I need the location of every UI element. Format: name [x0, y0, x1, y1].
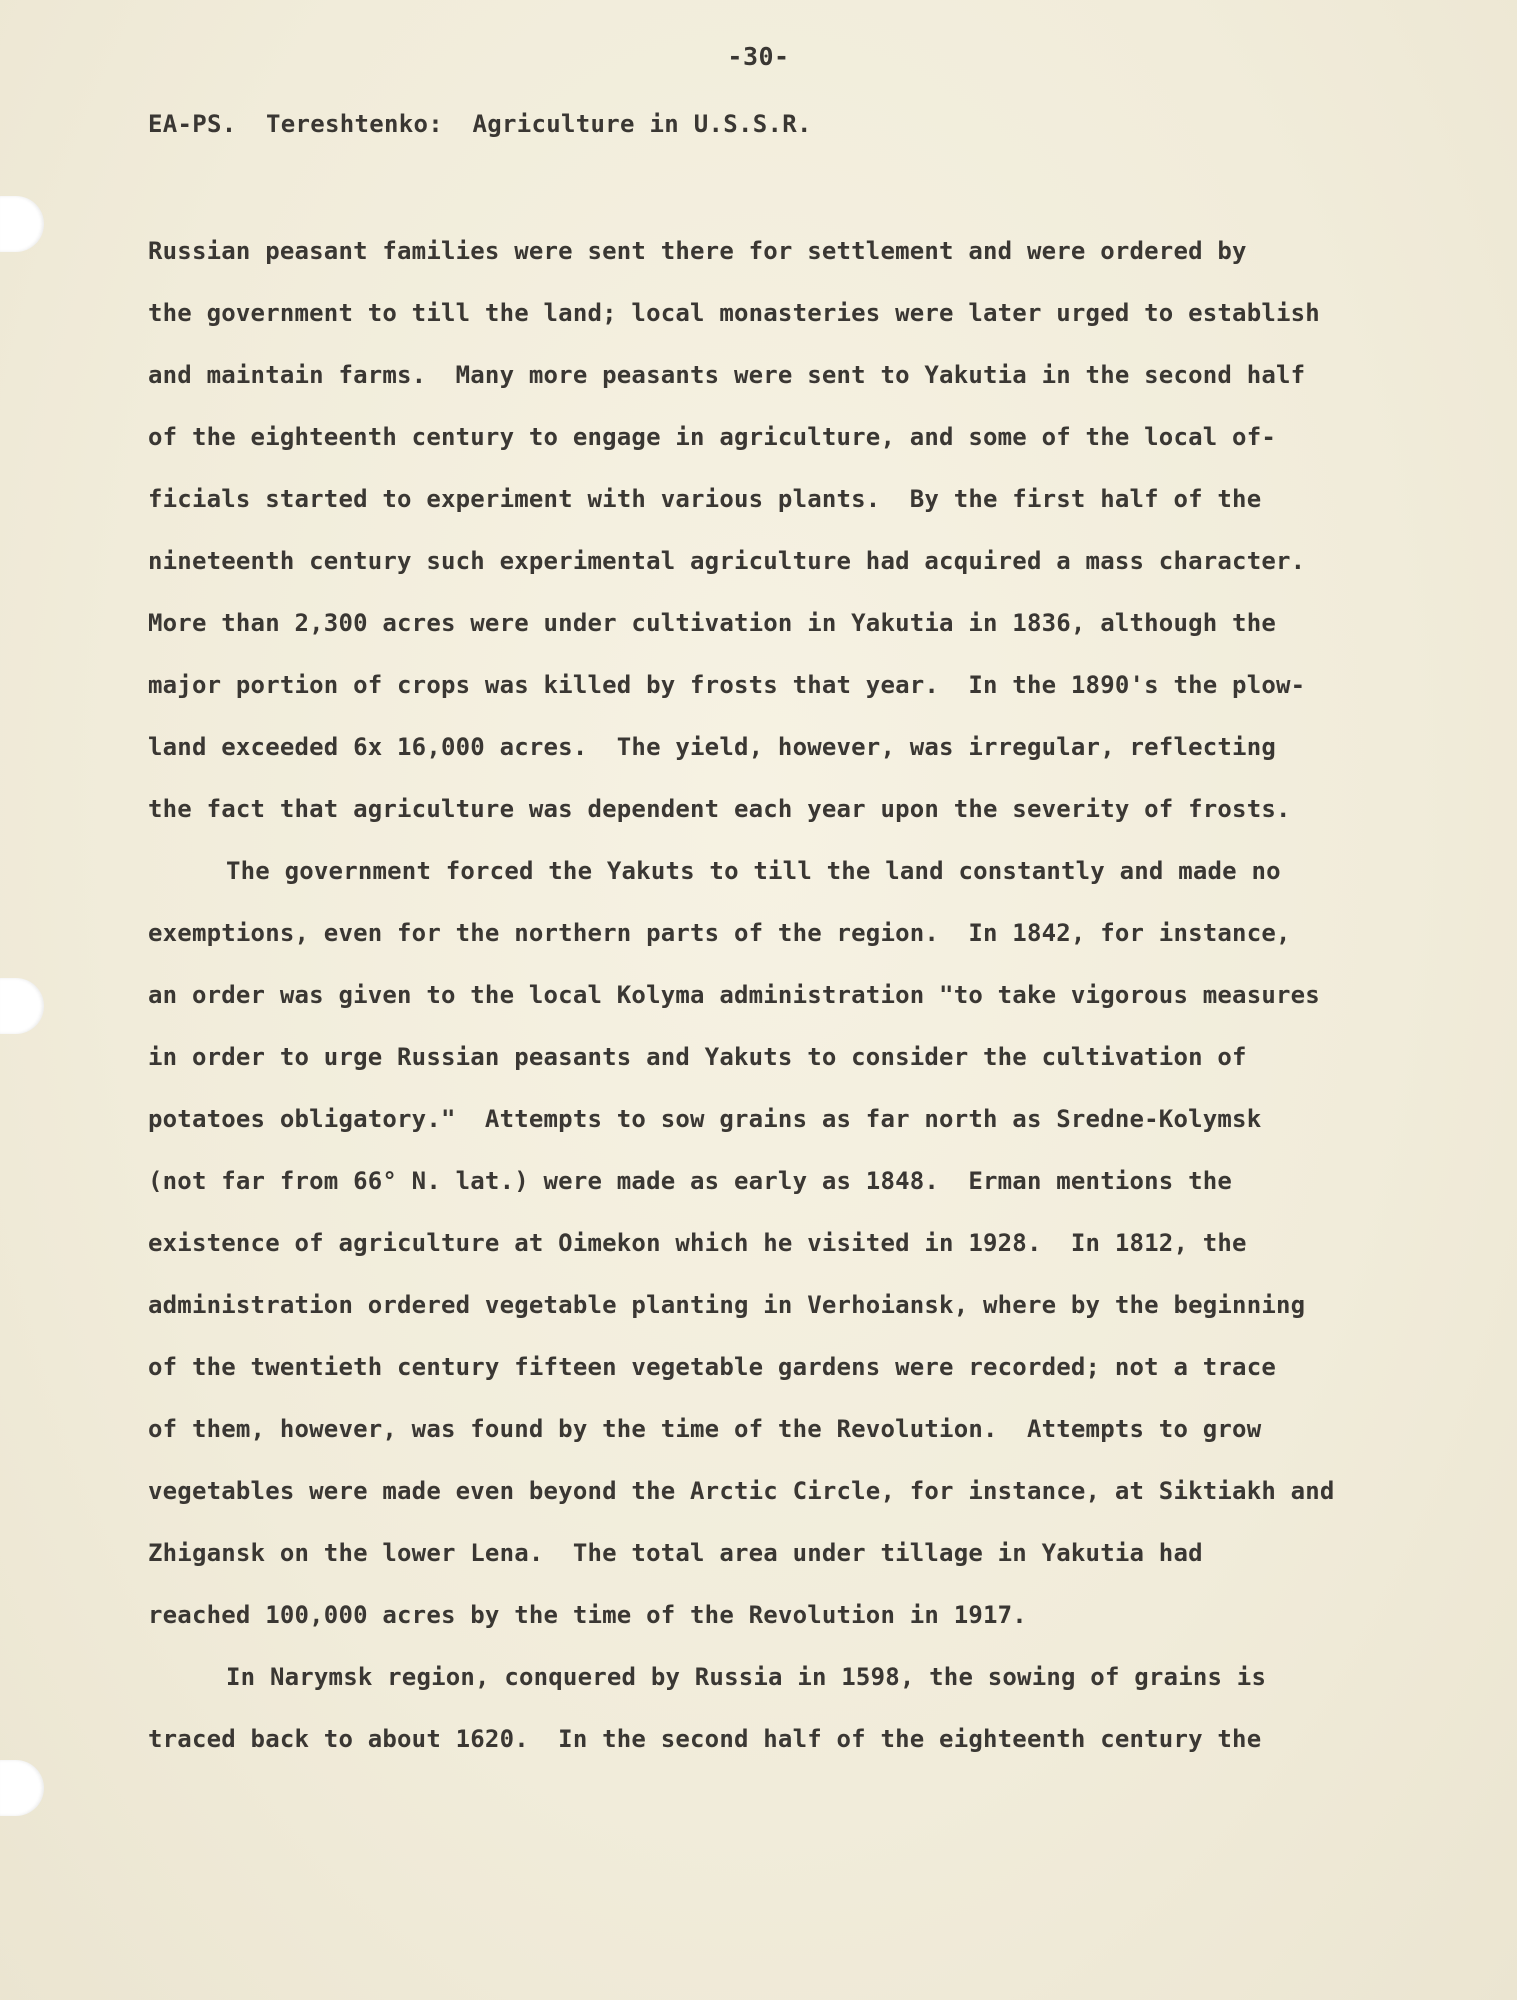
- page-number: -30-: [727, 42, 790, 71]
- text-line: vegetables were made even beyond the Arctic Circle, for instance, at Siktiakh and: [148, 1477, 1335, 1505]
- text-line: major portion of crops was killed by frosts that year. In the 1890's the plow-: [148, 671, 1306, 699]
- punch-hole: [0, 196, 44, 252]
- text-line: The government forced the Yakuts to till the land constantly and made no: [226, 857, 1281, 885]
- text-line: More than 2,300 acres were under cultivation in Yakutia in 1836, although the: [148, 609, 1276, 637]
- text-line: In Narymsk region, conquered by Russia in 1598, the sowing of grains is: [226, 1663, 1267, 1691]
- text-line: (not far from 66° N. lat.) were made as early as 1848. Erman mentions the: [148, 1167, 1233, 1195]
- text-line: Russian peasant families were sent there for settlement and were ordered by: [148, 237, 1247, 265]
- text-line: land exceeded 6x 16,000 acres. The yield, however, was irregular, reflecting: [148, 733, 1276, 761]
- text-line: of the eighteenth century to engage in agriculture, and some of the local of-: [148, 423, 1276, 451]
- punch-hole: [0, 978, 44, 1034]
- text-line: of them, however, was found by the time of the Revolution. Attempts to grow: [148, 1415, 1262, 1443]
- text-line: administration ordered vegetable planting in Verhoiansk, where by the beginning: [148, 1291, 1306, 1319]
- body-text: [148, 220, 1408, 1770]
- text-line: an order was given to the local Kolyma administration "to take vigorous measures: [148, 981, 1320, 1009]
- text-line: ficials started to experiment with various plants. By the first half of the: [148, 485, 1262, 513]
- text-line: and maintain farms. Many more peasants were sent to Yakutia in the second half: [148, 361, 1306, 389]
- text-line: Zhigansk on the lower Lena. The total area under tillage in Yakutia had: [148, 1539, 1203, 1567]
- text-line: traced back to about 1620. In the second half of the eighteenth century the: [148, 1725, 1262, 1753]
- text-line: the fact that agriculture was dependent each year upon the severity of frosts.: [148, 795, 1291, 823]
- text-line: of the twentieth century fifteen vegetable gardens were recorded; not a trace: [148, 1353, 1276, 1381]
- text-line: exemptions, even for the northern parts of the region. In 1842, for instance,: [148, 919, 1291, 947]
- text-line: potatoes obligatory." Attempts to sow grains as far north as Sredne-Kolymsk: [148, 1105, 1262, 1133]
- text-line: the government to till the land; local monasteries were later urged to establish: [148, 299, 1320, 327]
- running-head: EA-PS. Tereshtenko: Agriculture in U.S.S.R.: [148, 110, 812, 138]
- punch-hole: [0, 1760, 44, 1816]
- text-line: existence of agriculture at Oimekon which he visited in 1928. In 1812, the: [148, 1229, 1247, 1257]
- text-line: reached 100,000 acres by the time of the Revolution in 1917.: [148, 1601, 1027, 1629]
- text-line: in order to urge Russian peasants and Yakuts to consider the cultivation of: [148, 1043, 1247, 1071]
- text-line: nineteenth century such experimental agriculture had acquired a mass character.: [148, 547, 1306, 575]
